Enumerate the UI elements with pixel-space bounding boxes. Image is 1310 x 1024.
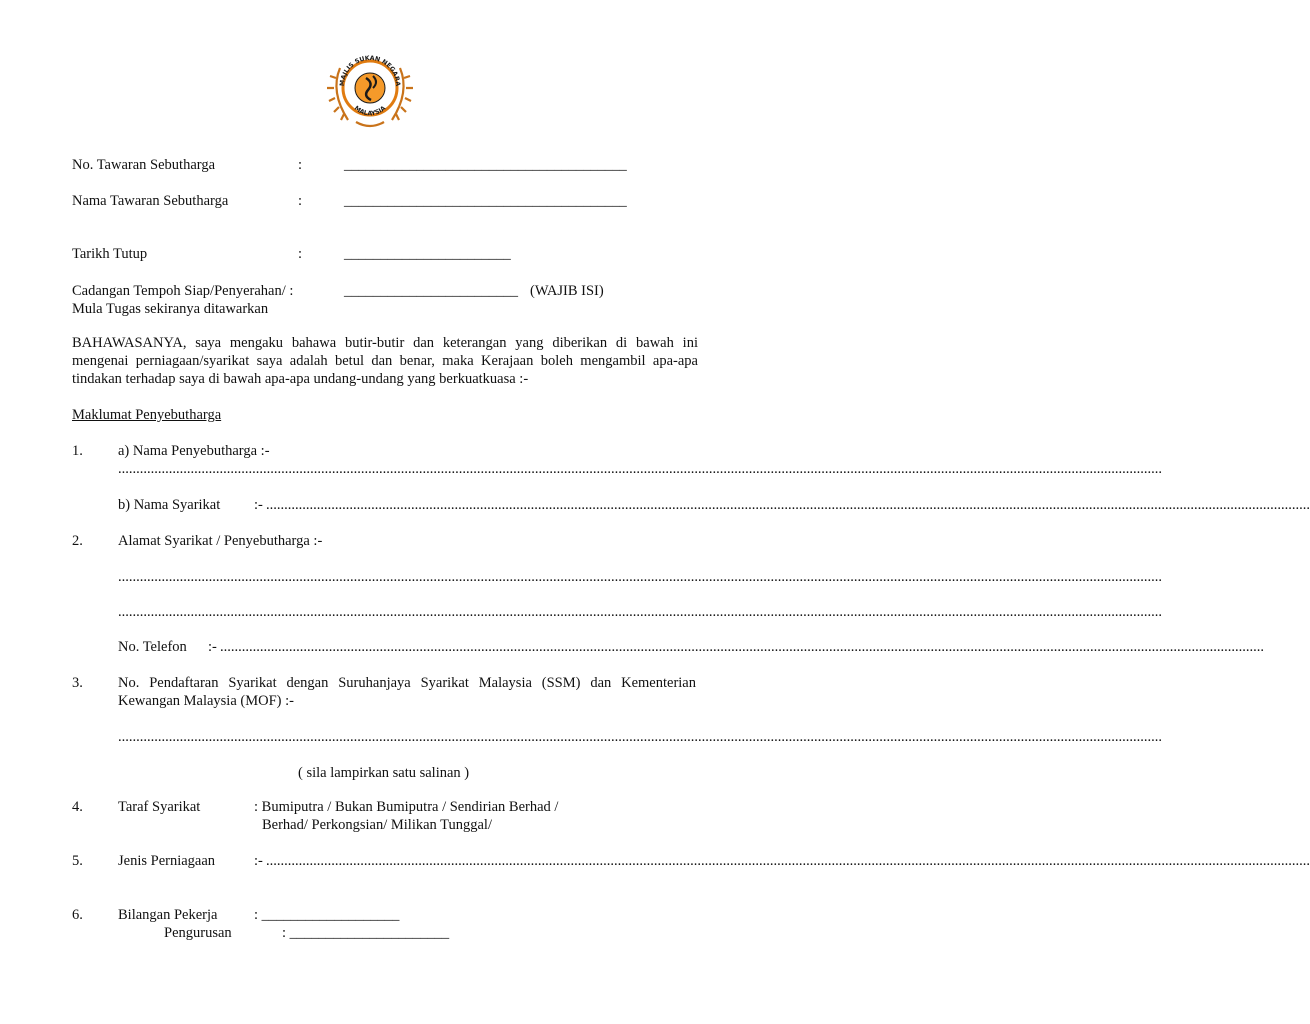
item-2-phone-label: No. Telefon (118, 639, 187, 655)
proposed-period-label: Cadangan Tempoh Siap/Penyerahan/ : (72, 283, 294, 299)
closing-date-field[interactable]: _______________________ (344, 246, 511, 262)
item-2-field-line1[interactable]: ................................................................................................................................................................................................................................................................................................ (118, 569, 1162, 585)
item-1b-field[interactable]: ................................................................................................................................................................................................................................................................................................ (266, 497, 1310, 513)
tender-no-label: No. Tawaran Sebutharga (72, 157, 216, 173)
msn-logo (326, 48, 414, 132)
proposed-period-field[interactable]: ________________________ (344, 283, 518, 299)
item-1b-separator: :- (254, 497, 263, 513)
item-5-number: 5. (72, 853, 83, 869)
item-4-options-line2[interactable]: Berhad/ Perkongsian/ Milikan Tunggal/ (262, 817, 492, 833)
item-2-label: Alamat Syarikat / Penyebutharga :- (118, 533, 323, 549)
item-6-field[interactable]: : ___________________ (254, 907, 400, 923)
tender-no-field[interactable]: _______________________________________ (344, 157, 627, 173)
declaration-paragraph: BAHAWASANYA, saya mengaku bahawa butir-butir dan keterangan yang diberikan di bawah ini mengenai perniagaan/syarikat saya adalah betul dan benar, maka Kerajaan boleh mengambil apa-apa tindakan terhadap saya di bawah apa-apa undang-undang yang berkuatkuasa :- (72, 335, 698, 387)
item-1a-field[interactable]: ................................................................................................................................................................................................................................................................................................ (118, 461, 1162, 477)
item-1b-label: b) Nama Syarikat (118, 497, 221, 513)
section-title: Maklumat Penyebutharga (72, 407, 222, 423)
item-6-sub-label: Pengurusan (164, 925, 232, 941)
item-2-field-line2[interactable]: ................................................................................................................................................................................................................................................................................................ (118, 604, 1162, 620)
item-5-label: Jenis Perniagaan (118, 853, 216, 869)
item-6-sub-field[interactable]: : ______________________ (282, 925, 450, 941)
tender-name-field[interactable]: _______________________________________ (344, 193, 627, 209)
item-5-separator: :- (254, 853, 263, 869)
svg-text:MAJLIS SUKAN NEGARA: MAJLIS SUKAN NEGARA (338, 54, 402, 87)
item-5-field[interactable]: ................................................................................................................................................................................................................................................................................................ (266, 853, 1310, 869)
item-2-number: 2. (72, 533, 83, 549)
item-3-field[interactable]: ................................................................................................................................................................................................................................................................................................ (118, 729, 1162, 745)
item-4-label: Taraf Syarikat (118, 799, 201, 815)
required-note: (WAJIB ISI) (530, 283, 604, 299)
tender-no-colon: : (298, 157, 303, 173)
item-1-number: 1. (72, 443, 83, 459)
item-4-options-line1[interactable]: : Bumiputra / Bukan Bumiputra / Sendirian Berhad / (254, 799, 559, 815)
svg-text:MALAYSIA: MALAYSIA (352, 104, 388, 118)
item-2-phone-field[interactable]: ................................................................................................................................................................................................................................................................................................ (220, 639, 1264, 655)
item-6-number: 6. (72, 907, 83, 923)
item-3-label: No. Pendaftaran Syarikat dengan Suruhanjaya Syarikat Malaysia (SSM) dan Kementerian Kewangan Malaysia (MOF) :- (118, 675, 696, 709)
item-6-label: Bilangan Pekerja (118, 907, 218, 923)
proposed-period-label-line2: Mula Tugas sekiranya ditawarkan (72, 301, 269, 317)
tender-name-colon: : (298, 193, 303, 209)
item-4-number: 4. (72, 799, 83, 815)
item-1a-label: a) Nama Penyebutharga :- (118, 443, 270, 459)
item-3-note: ( sila lampirkan satu salinan ) (298, 765, 470, 781)
item-2-phone-separator: :- (208, 639, 217, 655)
closing-date-colon: : (298, 246, 303, 262)
closing-date-label: Tarikh Tutup (72, 246, 148, 262)
item-3-number: 3. (72, 675, 83, 691)
tender-name-label: Nama Tawaran Sebutharga (72, 193, 229, 209)
